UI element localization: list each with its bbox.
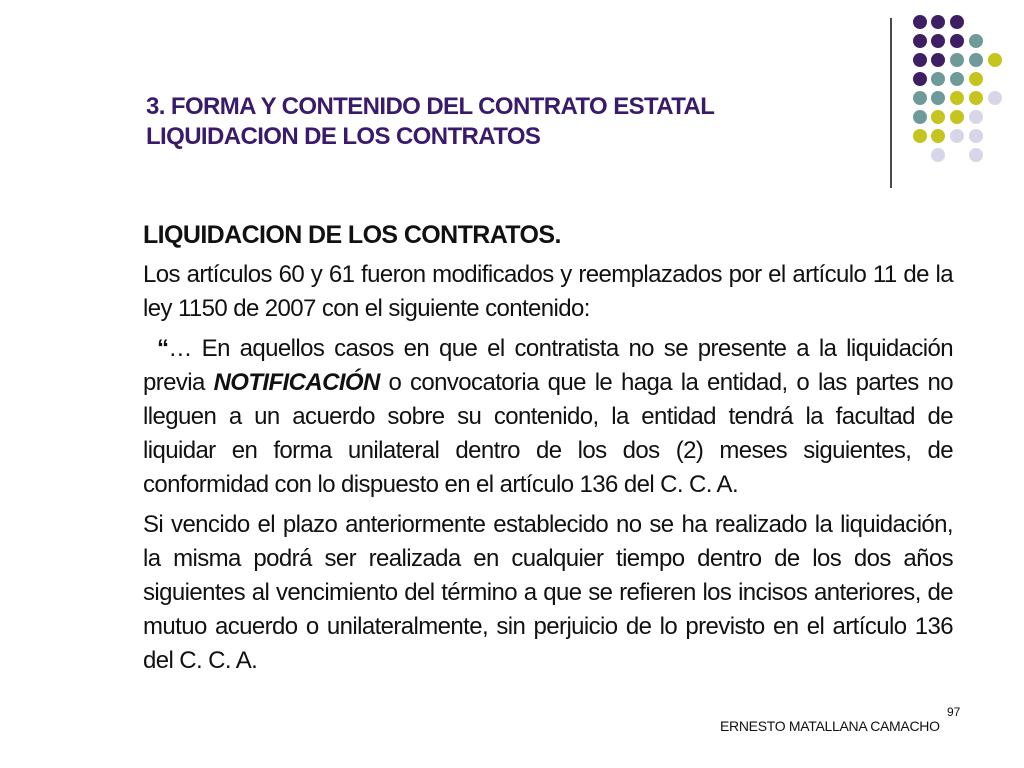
decorative-dot: [950, 72, 964, 86]
vertical-divider: [890, 18, 892, 188]
paragraph-expiry: Si vencido el plazo anteriormente establecido no se ha realizado la liquidación, la misma podrá ser realizada en cualquier tiempo dentro de los dos años siguientes al vencimiento del término a que se refieren los incisos anteriores, de mutuo acuerdo o unilateralmente, sin perjuicio de lo previsto en el artículo 136 del C. C. A.: [143, 511, 953, 674]
decorative-dot: [913, 53, 927, 67]
decorative-dot: [913, 110, 927, 124]
section-heading: LIQUIDACION DE LOS CONTRATOS.: [143, 221, 561, 249]
decorative-dot: [969, 72, 983, 86]
paragraph-quote: [143, 332, 953, 502]
decorative-dot: [913, 34, 927, 48]
decorative-dot: [969, 34, 983, 48]
decorative-dot: [931, 72, 945, 86]
decorative-dot: [950, 91, 964, 105]
page-number: 97: [947, 705, 961, 719]
decorative-dot: [950, 15, 964, 29]
decorative-dot: [969, 110, 983, 124]
decorative-dot: [969, 91, 983, 105]
decorative-dot: [969, 129, 983, 143]
decorative-dot: [931, 91, 945, 105]
quote-text-end: o convocatoria que le haga la entidad, o las partes no lleguen a un acuerdo sobre su contenido, la entidad tendrá la facultad de liquidar en forma unilateral dentro de los dos (2) meses siguientes, de conformidad con lo dispuesto en el artículo 136 del C. C. A.: [143, 369, 953, 498]
decorative-dot: [950, 129, 964, 143]
decorative-dot: [969, 53, 983, 67]
decorative-dot: [913, 129, 927, 143]
slide-body: [143, 220, 953, 684]
decorative-dot: [931, 129, 945, 143]
decorative-dot: [931, 148, 945, 162]
decorative-dot: [913, 15, 927, 29]
decorative-dot: [988, 53, 1002, 67]
decorative-dot: [931, 53, 945, 67]
decorative-dot: [913, 91, 927, 105]
decorative-dot: [931, 34, 945, 48]
decorative-dot: [931, 15, 945, 29]
decorative-dot: [950, 34, 964, 48]
footer-author: ERNESTO MATALLANA CAMACHO: [720, 718, 940, 734]
decorative-dot: [950, 53, 964, 67]
header-subtitle: LIQUIDACION DE LOS CONTRATOS: [146, 123, 541, 150]
header-title: 3. FORMA Y CONTENIDO DEL CONTRATO ESTATAL: [146, 93, 715, 120]
notification-emphasis: NOTIFICACIÓN: [213, 369, 380, 396]
paragraph-intro: Los artículos 60 y 61 fueron modificados y reemplazados por el artículo 11 de la ley 1150 de 2007 con el siguiente contenido:: [143, 261, 953, 322]
quote-mark: “: [157, 335, 169, 362]
decorative-dot: [950, 110, 964, 124]
decorative-dot: [913, 72, 927, 86]
decorative-dot: [931, 110, 945, 124]
decorative-dot: [969, 148, 983, 162]
decorative-dot: [988, 91, 1002, 105]
slide-header: [146, 92, 846, 152]
quote-text-start: … En aquellos casos en que el contratista no se presente a la liquidación previa: [143, 335, 953, 396]
